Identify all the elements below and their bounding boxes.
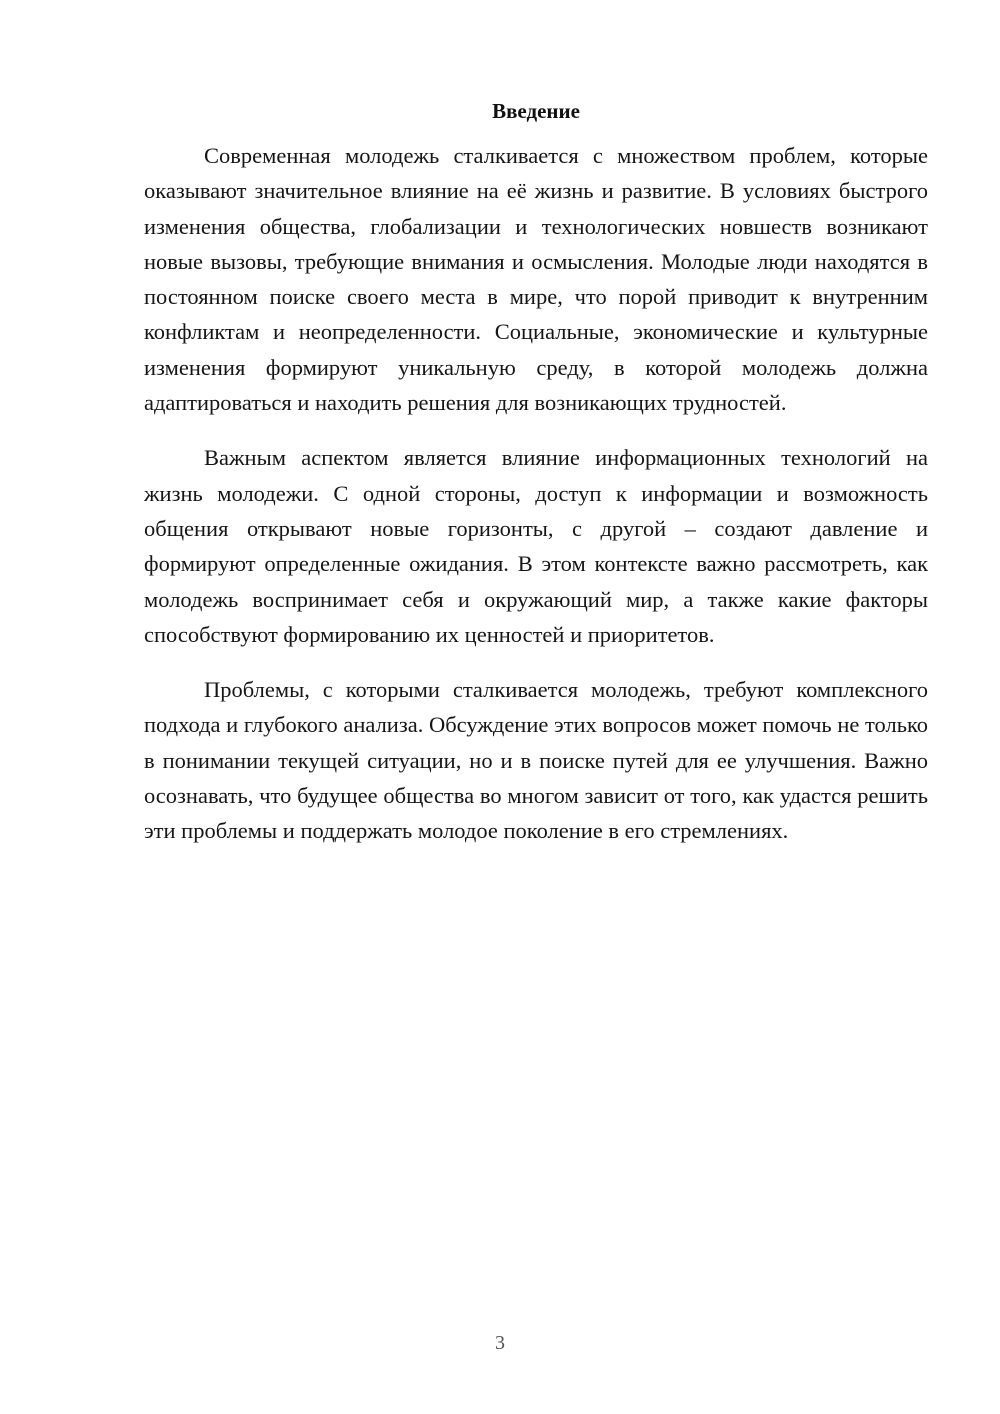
paragraph-1: Современная молодежь сталкивается с множеством проблем, которые оказывают значительное влияние на её жизнь и развитие. В условиях быстрого изменения общества, глобализации и технологических новшеств возникают новые вызовы, требующие внимания и осмысления. Молодые люди находятся в постоянном поиске своего места в мире, что порой приводит к внутренним конфликтам и неопределенности. Социальные, экономические и культурные изменения формируют уникальную среду, в которой молодежь должна адаптироваться и находить решения для возникающих трудностей.	[144, 143, 928, 416]
paragraph-3: Проблемы, с которыми сталкивается молодежь, требуют комплексного подхода и глубокого анализа. Обсуждение этих вопросов может помочь не только в понимании текущей ситуации, но и в поиске путей для ее улучшения. Важно осознавать, что будущее общества во многом зависит от того, как удастся решить эти проблемы и поддержать молодое поколение в его стремлениях.	[144, 677, 928, 844]
page-number: 3	[495, 1332, 505, 1354]
page-title: Введение	[492, 99, 580, 123]
paragraph-2: Важным аспектом является влияние информационных технологий на жизнь молодежи. С одной стороны, доступ к информации и возможность общения открывают новые горизонты, с другой – создают давление и формируют определенные ожидания. В этом контексте важно рассмотреть, как молодежь воспринимает себя и окружающий мир, а также какие факторы способствуют формированию их ценностей и приоритетов.	[144, 445, 928, 647]
page-content	[144, 96, 928, 869]
